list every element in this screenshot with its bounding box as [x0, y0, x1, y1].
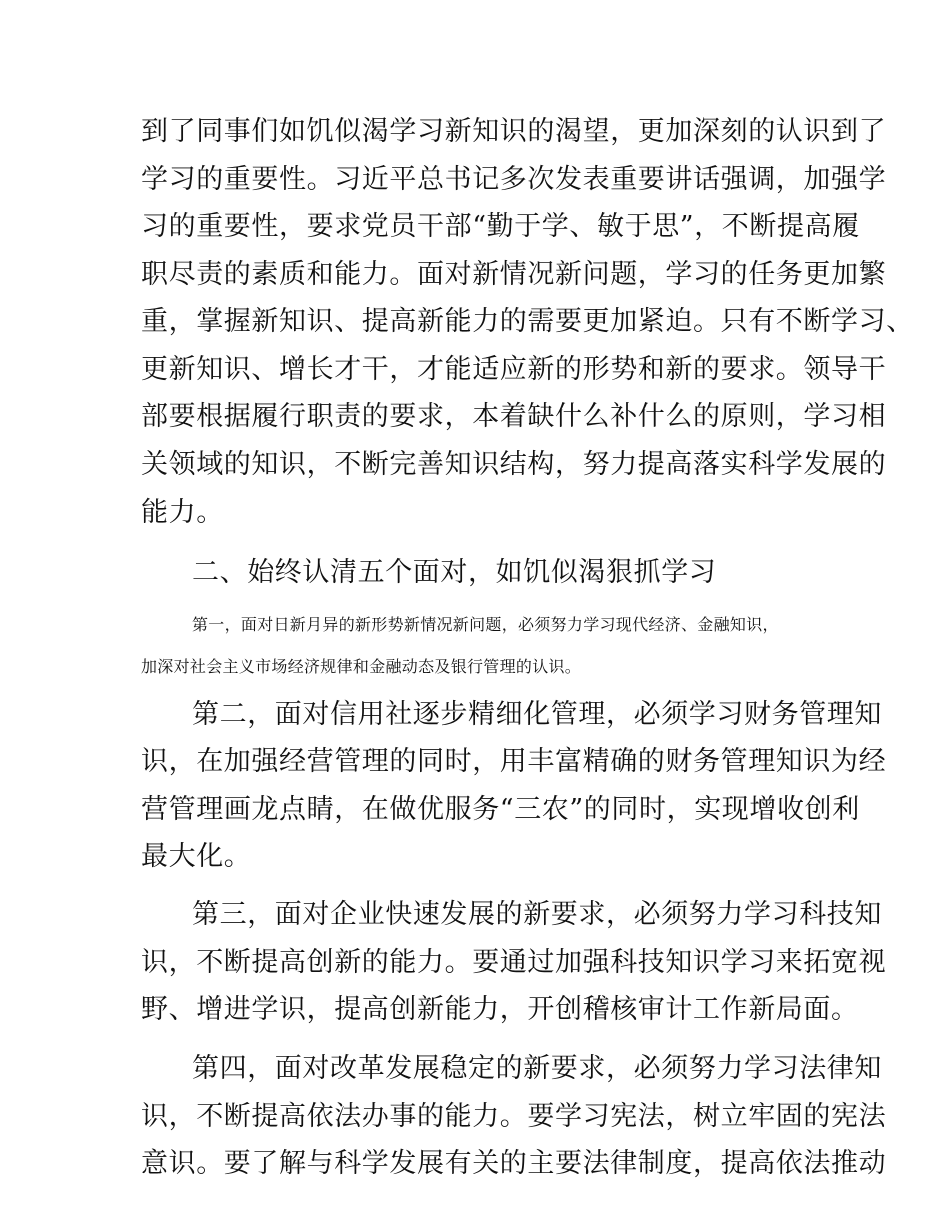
- section-heading: 二、始终认清五个面对，如饥似渴狠抓学习: [192, 557, 717, 588]
- text-line: 职尽责的素质和能力。面对新情况新问题，学习的任务更加繁: [141, 259, 887, 290]
- text-line: 习的重要性，要求党员干部“勤于学、敏于思”，不断提高履: [141, 211, 860, 242]
- text-line: 第二，面对信用社逐步精细化管理，必须学习财务管理知: [192, 699, 882, 730]
- text-line: 关领域的知识，不断完善知识结构，努力提高落实科学发展的: [141, 449, 887, 480]
- text-line: 重，掌握新知识、提高新能力的需要更加紧迫。只有不断学习、: [141, 306, 914, 337]
- text-line: 第三，面对企业快速发展的新要求，必须努力学习科技知: [192, 899, 882, 930]
- text-line: 野、增进学识，提高创新能力，开创稽核审计工作新局面。: [141, 994, 859, 1025]
- text-line: 能力。: [141, 497, 224, 528]
- text-line: 加深对社会主义市场经济规律和金融动态及银行管理的认识。: [141, 657, 582, 676]
- text-line: 识，在加强经营管理的同时，用丰富精确的财务管理知识为经: [141, 746, 887, 777]
- text-line: 营管理画龙点睛，在做优服务“三农”的同时，实现增收创利: [141, 794, 860, 825]
- text-line: 识，不断提高依法办事的能力。要学习宪法，树立牢固的宪法: [141, 1101, 887, 1132]
- text-line: 部要根据履行职责的要求，本着缺什么补什么的原则，学习相: [141, 401, 887, 432]
- text-line: 识，不断提高创新的能力。要通过加强科技知识学习来拓宽视: [141, 947, 887, 978]
- text-line: 第一，面对日新月异的新形势新情况新问题，必须努力学习现代经济、金融知识，: [192, 615, 779, 634]
- text-line: 到了同事们如饥似渴学习新知识的渴望，更加深刻的认识到了: [141, 116, 887, 147]
- text-line: 最大化。: [141, 841, 252, 872]
- text-line: 更新知识、增长才干，才能适应新的形势和新的要求。领导干: [141, 354, 887, 385]
- text-line: 意识。要了解与科学发展有关的主要法律制度，提高依法推动: [141, 1148, 887, 1179]
- text-line: 第四，面对改革发展稳定的新要求，必须努力学习法律知: [192, 1053, 882, 1084]
- text-line: 学习的重要性。习近平总书记多次发表重要讲话强调，加强学: [141, 164, 887, 195]
